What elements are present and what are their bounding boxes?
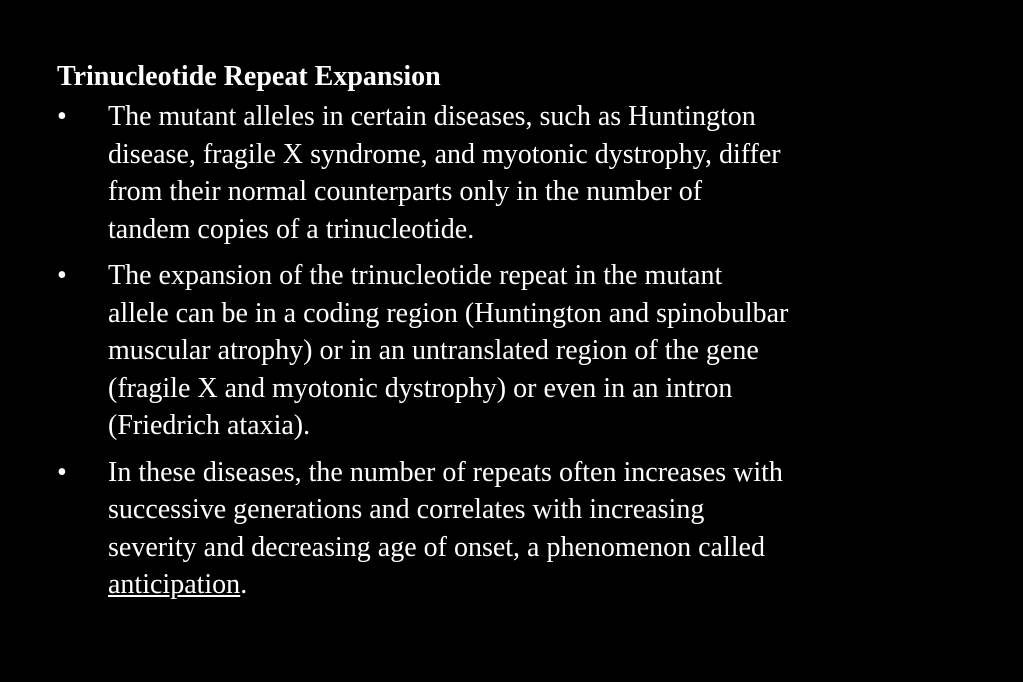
bullet-text-line: (fragile X and myotonic dystrophy) or even in an intron bbox=[108, 372, 733, 404]
slide-title: Trinucleotide Repeat Expansion bbox=[57, 61, 441, 92]
bullet-item-1 bbox=[57, 98, 977, 248]
bullet-marker: • bbox=[57, 101, 67, 132]
bullet-text-line: tandem copies of a trinucleotide. bbox=[108, 213, 475, 245]
bullet-list bbox=[57, 98, 977, 604]
bullet-text-line: muscular atrophy) or in an untranslated region of the gene bbox=[108, 335, 759, 366]
bullet-text-line: allele can be in a coding region (Huntington and spinobulbar bbox=[108, 297, 789, 329]
bullet-last-line bbox=[108, 566, 977, 604]
bullet-text-line: (Friedrich ataxia). bbox=[108, 410, 311, 441]
anticipation-term: anticipation bbox=[108, 569, 241, 600]
bullet-text-line: The mutant alleles in certain diseases, such as Huntington bbox=[108, 101, 756, 132]
bullet-text-line: from their normal counterparts only in the number of bbox=[108, 176, 703, 207]
bullet-text-line: successive generations and correlates with increasing bbox=[108, 494, 705, 525]
bullet-marker: • bbox=[57, 456, 67, 488]
bullet-text-line: In these diseases, the number of repeats often increases with bbox=[108, 456, 783, 488]
bullet-text-line: disease, fragile X syndrome, and myotonic dystrophy, differ bbox=[108, 138, 781, 170]
slide bbox=[57, 58, 977, 613]
bullet-item-2 bbox=[57, 257, 977, 445]
bullet-text-line: severity and decreasing age of onset, a phenomenon called bbox=[108, 531, 765, 563]
bullet-marker: • bbox=[57, 260, 67, 291]
bullet-text-line: The expansion of the trinucleotide repeat in the mutant bbox=[108, 260, 723, 291]
term-punctuation: . bbox=[240, 569, 248, 600]
bullet-item-3 bbox=[57, 454, 977, 604]
